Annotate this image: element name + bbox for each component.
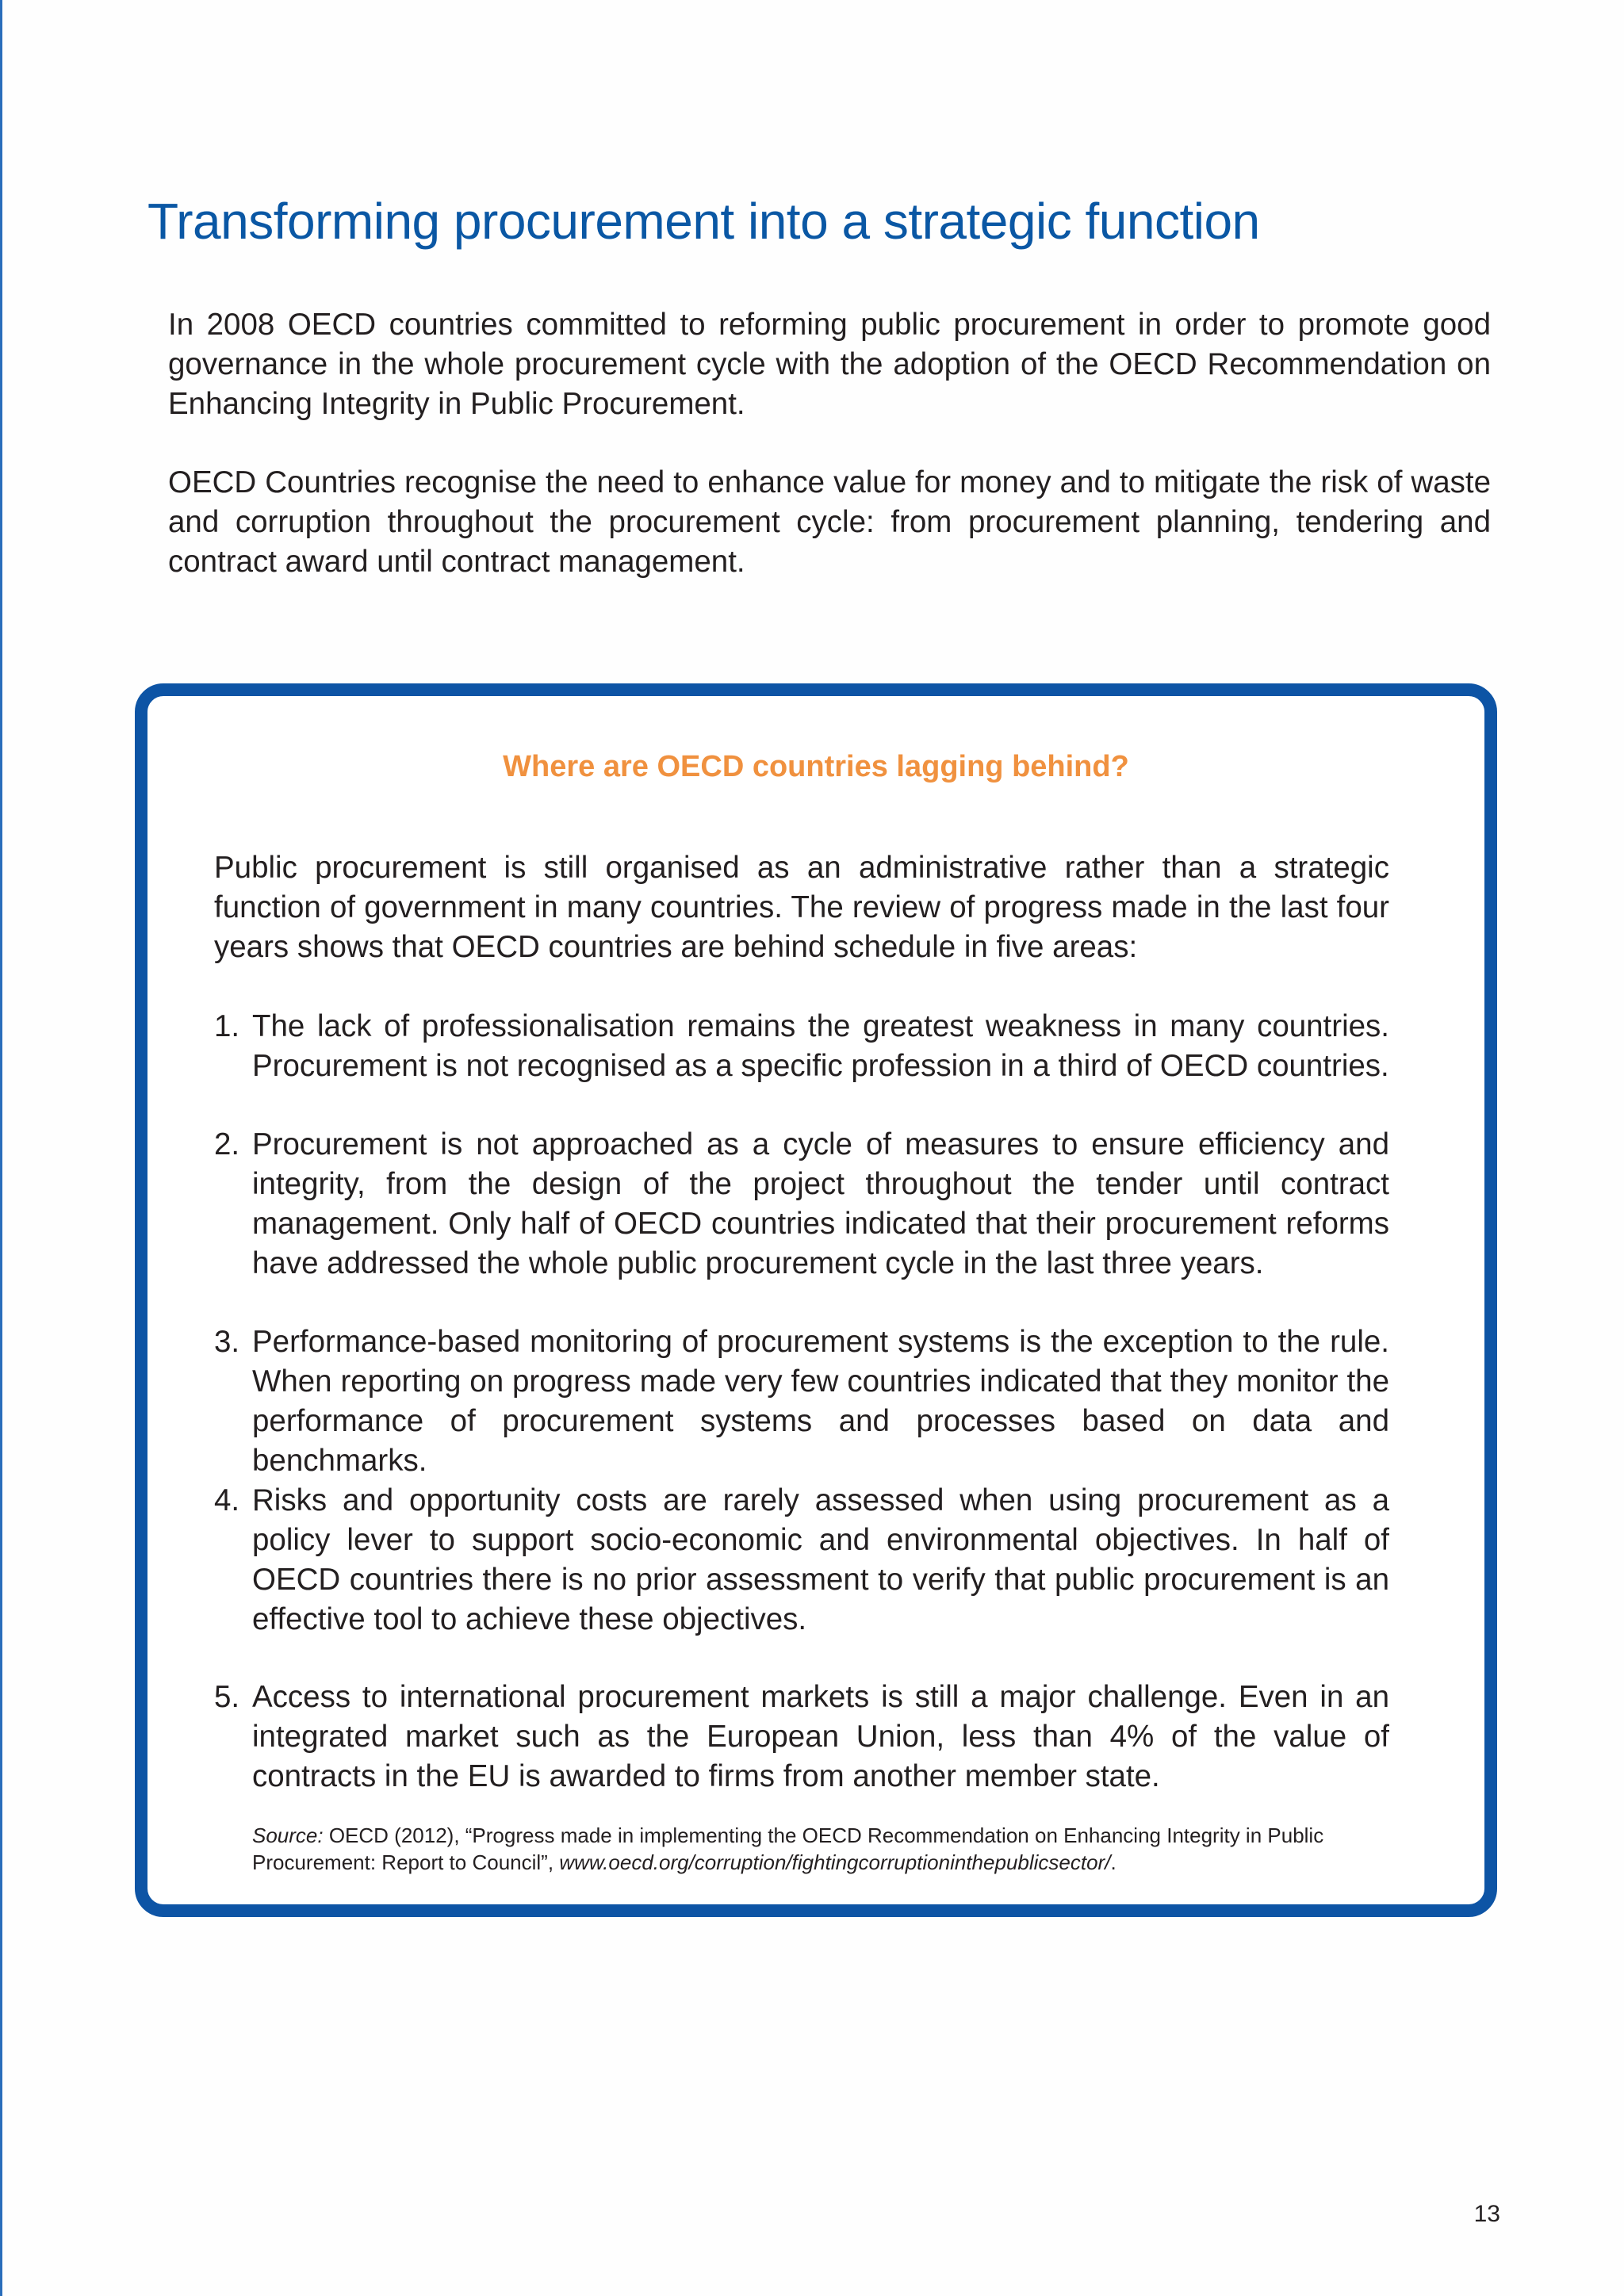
list-item-number: 5. <box>214 1680 240 1714</box>
list-item-number: 2. <box>214 1127 240 1161</box>
list-item-text: The lack of professionalisation remains the greatest weakness in many countries. Procurement is not recognised as a specific profession in a third of OECD countries. <box>252 1009 1389 1083</box>
list-item <box>214 1322 1389 1481</box>
list-item-number: 4. <box>214 1483 240 1517</box>
intro-paragraph-1: In 2008 OECD countries committed to reforming public procurement in order to promote good governance in the whole procurement cycle with the adoption of the OECD Recommendation on Enhancing Integrity in Public Procurement. <box>168 308 1491 421</box>
box-heading: Where are OECD countries lagging behind? <box>503 750 1129 783</box>
source-url: www.oecd.org/corruption/fightingcorruptioninthepublicsector/ <box>559 1850 1111 1874</box>
list-item <box>214 1125 1389 1284</box>
list-item-text: Risks and opportunity costs are rarely assessed when using procurement as a policy lever to support socio-economic and environmental objectives. In half of OECD countries there is no prior assessment to verify that public procurement is an effective tool to achieve these objectives. <box>252 1483 1389 1636</box>
box-intro-paragraph: Public procurement is still organised as an administrative rather than a strategic function of government in many countries. The review of progress made in the last four years shows that OECD countries are behind schedule in five areas: <box>214 851 1389 964</box>
list-item-number: 3. <box>214 1325 240 1359</box>
source-label: Source: <box>252 1823 324 1847</box>
list-item-number: 1. <box>214 1009 240 1043</box>
lagging-behind-box <box>135 683 1497 1917</box>
source-text: OECD (2012), “Progress made in implementing the OECD Recommendation on Enhancing Integrity in Public Procurement: Report to Council”, <box>252 1823 1324 1874</box>
page-number: 13 <box>1473 2201 1500 2227</box>
left-edge-rule <box>0 0 2 2296</box>
list-item <box>214 1481 1389 1640</box>
list-item <box>214 1007 1389 1086</box>
source-citation <box>252 1822 1378 1876</box>
list-item-text: Access to international procurement markets is still a major challenge. Even in an integrated market such as the European Union, less than 4% of the value of contracts in the EU is awarded to firms from another member state. <box>252 1680 1389 1793</box>
intro-paragraph-2: OECD Countries recognise the need to enhance value for money and to mitigate the risk of waste and corruption throughout the procurement cycle: from procurement planning, tendering and contract award until contract management. <box>168 465 1491 579</box>
list-item-text: Procurement is not approached as a cycle of measures to ensure efficiency and integrity, from the design of the project throughout the tender until contract management. Only half of OECD countries indicated that their procurement reforms have addressed the whole public procurement cycle in the last three years. <box>252 1127 1389 1280</box>
list-item <box>214 1678 1389 1797</box>
page-title: Transforming procurement into a strategic function <box>147 193 1260 250</box>
source-end: . <box>1110 1850 1116 1874</box>
list-item-text: Performance-based monitoring of procurement systems is the exception to the rule. When reporting on progress made very few countries indicated that they monitor the performance of procurement systems and processes based on data and benchmarks. <box>252 1325 1389 1478</box>
